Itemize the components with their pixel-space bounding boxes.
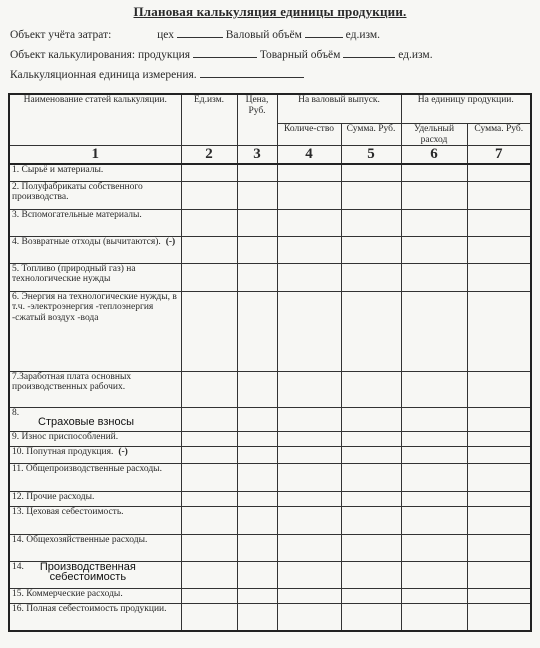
value-cell[interactable] bbox=[181, 371, 237, 407]
header-line-2 bbox=[10, 46, 433, 61]
value-cell[interactable] bbox=[401, 407, 467, 431]
calc-object-label: Объект калькулирования: продукция bbox=[10, 49, 191, 61]
value-cell[interactable] bbox=[181, 463, 237, 491]
table-row bbox=[9, 371, 531, 407]
cost-item-label bbox=[9, 588, 181, 603]
col-number: 6 bbox=[401, 146, 467, 165]
shop-blank[interactable] bbox=[177, 26, 223, 38]
value-cell[interactable] bbox=[341, 181, 401, 209]
value-cell[interactable] bbox=[277, 263, 341, 291]
value-cell[interactable] bbox=[277, 561, 341, 588]
cost-item-text: 1. Сырьё и материалы. bbox=[12, 165, 104, 175]
commodity-volume-unit: ед.изм. bbox=[398, 49, 433, 61]
value-cell[interactable] bbox=[237, 209, 277, 236]
table-row bbox=[9, 291, 531, 371]
value-cell[interactable] bbox=[237, 164, 277, 181]
value-cell[interactable] bbox=[401, 291, 467, 371]
header-qty: Количе-ство bbox=[277, 124, 341, 146]
value-cell[interactable] bbox=[341, 446, 401, 463]
deduct-marker: (-) bbox=[165, 236, 176, 247]
deduct-marker: (-) bbox=[118, 446, 128, 457]
cost-item-text: 9. Износ приспособлений. bbox=[12, 431, 119, 442]
value-cell[interactable] bbox=[277, 236, 341, 263]
commodity-volume-label: Товарный объём bbox=[259, 49, 341, 61]
value-cell[interactable] bbox=[237, 463, 277, 491]
value-cell[interactable] bbox=[341, 164, 401, 181]
value-cell[interactable] bbox=[237, 446, 277, 463]
value-cell[interactable] bbox=[181, 236, 237, 263]
value-cell[interactable] bbox=[277, 407, 341, 431]
calc-unit-blank[interactable] bbox=[200, 66, 304, 78]
table-row bbox=[9, 561, 531, 588]
cost-item-label bbox=[9, 236, 181, 263]
cost-item-label bbox=[9, 181, 181, 209]
value-cell[interactable] bbox=[277, 506, 341, 534]
inserted-label: Страховые взносы bbox=[38, 416, 134, 428]
commodity-volume-blank[interactable] bbox=[343, 46, 395, 58]
header-gross-output: На валовый выпуск. bbox=[277, 94, 401, 124]
value-cell[interactable] bbox=[237, 181, 277, 209]
value-cell[interactable] bbox=[181, 491, 237, 506]
value-cell[interactable] bbox=[341, 236, 401, 263]
col-number: 7 bbox=[467, 146, 531, 165]
col-number: 3 bbox=[237, 146, 277, 165]
value-cell[interactable] bbox=[467, 164, 531, 181]
table-row bbox=[9, 236, 531, 263]
value-cell[interactable] bbox=[181, 446, 237, 463]
value-cell[interactable] bbox=[277, 371, 341, 407]
table-row bbox=[9, 431, 531, 446]
cost-item-text: 15. Коммерческие расходы. bbox=[12, 588, 123, 599]
table-row bbox=[9, 491, 531, 506]
header-price-col: Цена, Руб. bbox=[237, 94, 277, 146]
cost-item-text: 16. Полная себестоимость продукции. bbox=[12, 603, 167, 614]
value-cell[interactable] bbox=[467, 446, 531, 463]
header-sum-unit: Сумма. Руб. bbox=[467, 124, 531, 146]
value-cell[interactable] bbox=[467, 371, 531, 407]
table-row bbox=[9, 603, 531, 631]
table-row bbox=[9, 164, 531, 181]
value-cell[interactable] bbox=[467, 236, 531, 263]
cost-item-label bbox=[9, 561, 181, 588]
product-blank[interactable] bbox=[193, 46, 257, 58]
header-specific-consumption: Удельный расход bbox=[401, 124, 467, 146]
value-cell[interactable] bbox=[181, 291, 237, 371]
header-sum-gross: Сумма. Руб. bbox=[341, 124, 401, 146]
cost-item-label bbox=[9, 431, 181, 446]
col-number: 1 bbox=[9, 146, 181, 165]
value-cell[interactable] bbox=[181, 534, 237, 561]
value-cell[interactable] bbox=[181, 588, 237, 603]
header-name-col: Наименование статей калькуляции. bbox=[9, 94, 181, 146]
cost-item-text: 14. bbox=[12, 561, 24, 572]
value-cell[interactable] bbox=[237, 491, 277, 506]
column-number-row bbox=[9, 146, 531, 165]
value-cell[interactable] bbox=[277, 446, 341, 463]
cost-item-text: 2. Полуфабрикаты собственного производства. bbox=[12, 181, 143, 202]
value-cell[interactable] bbox=[467, 181, 531, 209]
calc-unit-label: Калькуляционная единица измерения. bbox=[10, 69, 197, 81]
col-number: 2 bbox=[181, 146, 237, 165]
table-row bbox=[9, 506, 531, 534]
value-cell[interactable] bbox=[341, 588, 401, 603]
value-cell[interactable] bbox=[467, 407, 531, 431]
value-cell[interactable] bbox=[181, 209, 237, 236]
table-row bbox=[9, 407, 531, 431]
table-row bbox=[9, 534, 531, 561]
value-cell[interactable] bbox=[341, 534, 401, 561]
page-title: Плановая калькуляция единицы продукции. bbox=[133, 4, 407, 19]
value-cell[interactable] bbox=[237, 431, 277, 446]
value-cell[interactable] bbox=[467, 603, 531, 631]
value-cell[interactable] bbox=[401, 534, 467, 561]
value-cell[interactable] bbox=[277, 534, 341, 561]
cost-item-label bbox=[9, 506, 181, 534]
value-cell[interactable] bbox=[277, 491, 341, 506]
gross-volume-blank[interactable] bbox=[305, 26, 343, 38]
gross-volume-unit: ед.изм. bbox=[345, 29, 381, 41]
value-cell[interactable] bbox=[237, 561, 277, 588]
cost-item-label bbox=[9, 603, 181, 631]
cost-item-label bbox=[9, 534, 181, 561]
value-cell[interactable] bbox=[237, 407, 277, 431]
value-cell[interactable] bbox=[341, 491, 401, 506]
value-cell[interactable] bbox=[401, 181, 467, 209]
value-cell[interactable] bbox=[401, 561, 467, 588]
cost-object-label: Объект учёта затрат: bbox=[10, 29, 112, 41]
header-line-3 bbox=[10, 66, 304, 81]
cost-item-text: 11. Общепроизводственные расходы. bbox=[12, 463, 162, 474]
cost-item-label bbox=[9, 291, 181, 371]
table-row bbox=[9, 181, 531, 209]
value-cell[interactable] bbox=[401, 588, 467, 603]
value-cell[interactable] bbox=[401, 164, 467, 181]
value-cell[interactable] bbox=[467, 291, 531, 371]
value-cell[interactable] bbox=[341, 263, 401, 291]
header-line-1 bbox=[10, 26, 380, 41]
value-cell[interactable] bbox=[341, 291, 401, 371]
value-cell[interactable] bbox=[401, 431, 467, 446]
cost-item-text: 4. Возвратные отходы (вычитаются). bbox=[12, 236, 161, 247]
value-cell[interactable] bbox=[467, 263, 531, 291]
value-cell[interactable] bbox=[277, 603, 341, 631]
value-cell[interactable] bbox=[341, 209, 401, 236]
value-cell[interactable] bbox=[237, 236, 277, 263]
value-cell[interactable] bbox=[181, 603, 237, 631]
value-cell[interactable] bbox=[181, 431, 237, 446]
table-row bbox=[9, 463, 531, 491]
cost-item-text: 7.Заработная плата основных производственных рабочих. bbox=[12, 371, 132, 392]
table-row bbox=[9, 209, 531, 236]
value-cell[interactable] bbox=[181, 506, 237, 534]
value-cell[interactable] bbox=[341, 407, 401, 431]
value-cell[interactable] bbox=[467, 491, 531, 506]
value-cell[interactable] bbox=[277, 431, 341, 446]
value-cell[interactable] bbox=[467, 588, 531, 603]
cost-item-label bbox=[9, 371, 181, 407]
col-number: 5 bbox=[341, 146, 401, 165]
table-row bbox=[9, 263, 531, 291]
value-cell[interactable] bbox=[467, 561, 531, 588]
calculation-table bbox=[8, 93, 532, 632]
value-cell[interactable] bbox=[277, 291, 341, 371]
value-cell[interactable] bbox=[467, 463, 531, 491]
value-cell[interactable] bbox=[237, 603, 277, 631]
value-cell[interactable] bbox=[341, 371, 401, 407]
value-cell[interactable] bbox=[467, 209, 531, 236]
cost-item-label bbox=[9, 209, 181, 236]
cost-item-label bbox=[9, 407, 181, 431]
value-cell[interactable] bbox=[341, 603, 401, 631]
cost-item-text: 6. Энергия на технологические нужды, в т.ч. -электроэнергия -теплоэнергия -сжатый воздух -вода bbox=[12, 291, 177, 323]
value-cell[interactable] bbox=[467, 431, 531, 446]
value-cell[interactable] bbox=[401, 371, 467, 407]
header-unit-col: Ед.изм. bbox=[181, 94, 237, 146]
shop-label: цех bbox=[157, 29, 174, 41]
value-cell[interactable] bbox=[401, 236, 467, 263]
value-cell[interactable] bbox=[277, 164, 341, 181]
value-cell[interactable] bbox=[277, 463, 341, 491]
value-cell[interactable] bbox=[277, 209, 341, 236]
value-cell[interactable] bbox=[401, 491, 467, 506]
value-cell[interactable] bbox=[181, 561, 237, 588]
table-row bbox=[9, 446, 531, 463]
cost-item-label bbox=[9, 491, 181, 506]
value-cell[interactable] bbox=[341, 431, 401, 446]
cost-item-text: 14. Общехозяйственные расходы. bbox=[12, 534, 148, 545]
cost-item-label bbox=[9, 446, 181, 463]
cost-item-text: 13. Цеховая себестоимость. bbox=[12, 506, 124, 517]
value-cell[interactable] bbox=[401, 506, 467, 534]
inserted-label: Производственная себестоимость bbox=[39, 560, 136, 583]
cost-item-text: 10. Попутная продукция. bbox=[12, 446, 114, 457]
value-cell[interactable] bbox=[237, 291, 277, 371]
cost-item-text: 3. Вспомогательные материалы. bbox=[12, 209, 142, 220]
header-per-unit: На единицу продукции. bbox=[401, 94, 531, 124]
value-cell[interactable] bbox=[181, 181, 237, 209]
value-cell[interactable] bbox=[277, 181, 341, 209]
cost-item-label bbox=[9, 263, 181, 291]
value-cell[interactable] bbox=[277, 588, 341, 603]
value-cell[interactable] bbox=[181, 263, 237, 291]
value-cell[interactable] bbox=[237, 506, 277, 534]
value-cell[interactable] bbox=[237, 263, 277, 291]
col-number: 4 bbox=[277, 146, 341, 165]
value-cell[interactable] bbox=[341, 506, 401, 534]
value-cell[interactable] bbox=[237, 371, 277, 407]
cost-item-text: 5. Топливо (природный газ) на технологические нужды bbox=[12, 263, 136, 284]
value-cell[interactable] bbox=[181, 407, 237, 431]
value-cell[interactable] bbox=[341, 463, 401, 491]
value-cell[interactable] bbox=[401, 446, 467, 463]
value-cell[interactable] bbox=[181, 164, 237, 181]
value-cell[interactable] bbox=[401, 263, 467, 291]
cost-item-label bbox=[9, 463, 181, 491]
cost-item-text: 12. Прочие расходы. bbox=[12, 491, 95, 502]
value-cell[interactable] bbox=[237, 588, 277, 603]
value-cell[interactable] bbox=[467, 534, 531, 561]
gross-volume-label: Валовый объём bbox=[225, 29, 302, 41]
value-cell[interactable] bbox=[237, 534, 277, 561]
value-cell[interactable] bbox=[467, 506, 531, 534]
value-cell[interactable] bbox=[341, 561, 401, 588]
value-cell[interactable] bbox=[401, 463, 467, 491]
cost-item-label bbox=[9, 164, 181, 181]
value-cell[interactable] bbox=[401, 603, 467, 631]
value-cell[interactable] bbox=[401, 209, 467, 236]
table-row bbox=[9, 588, 531, 603]
cost-item-text: 8. bbox=[12, 407, 20, 418]
